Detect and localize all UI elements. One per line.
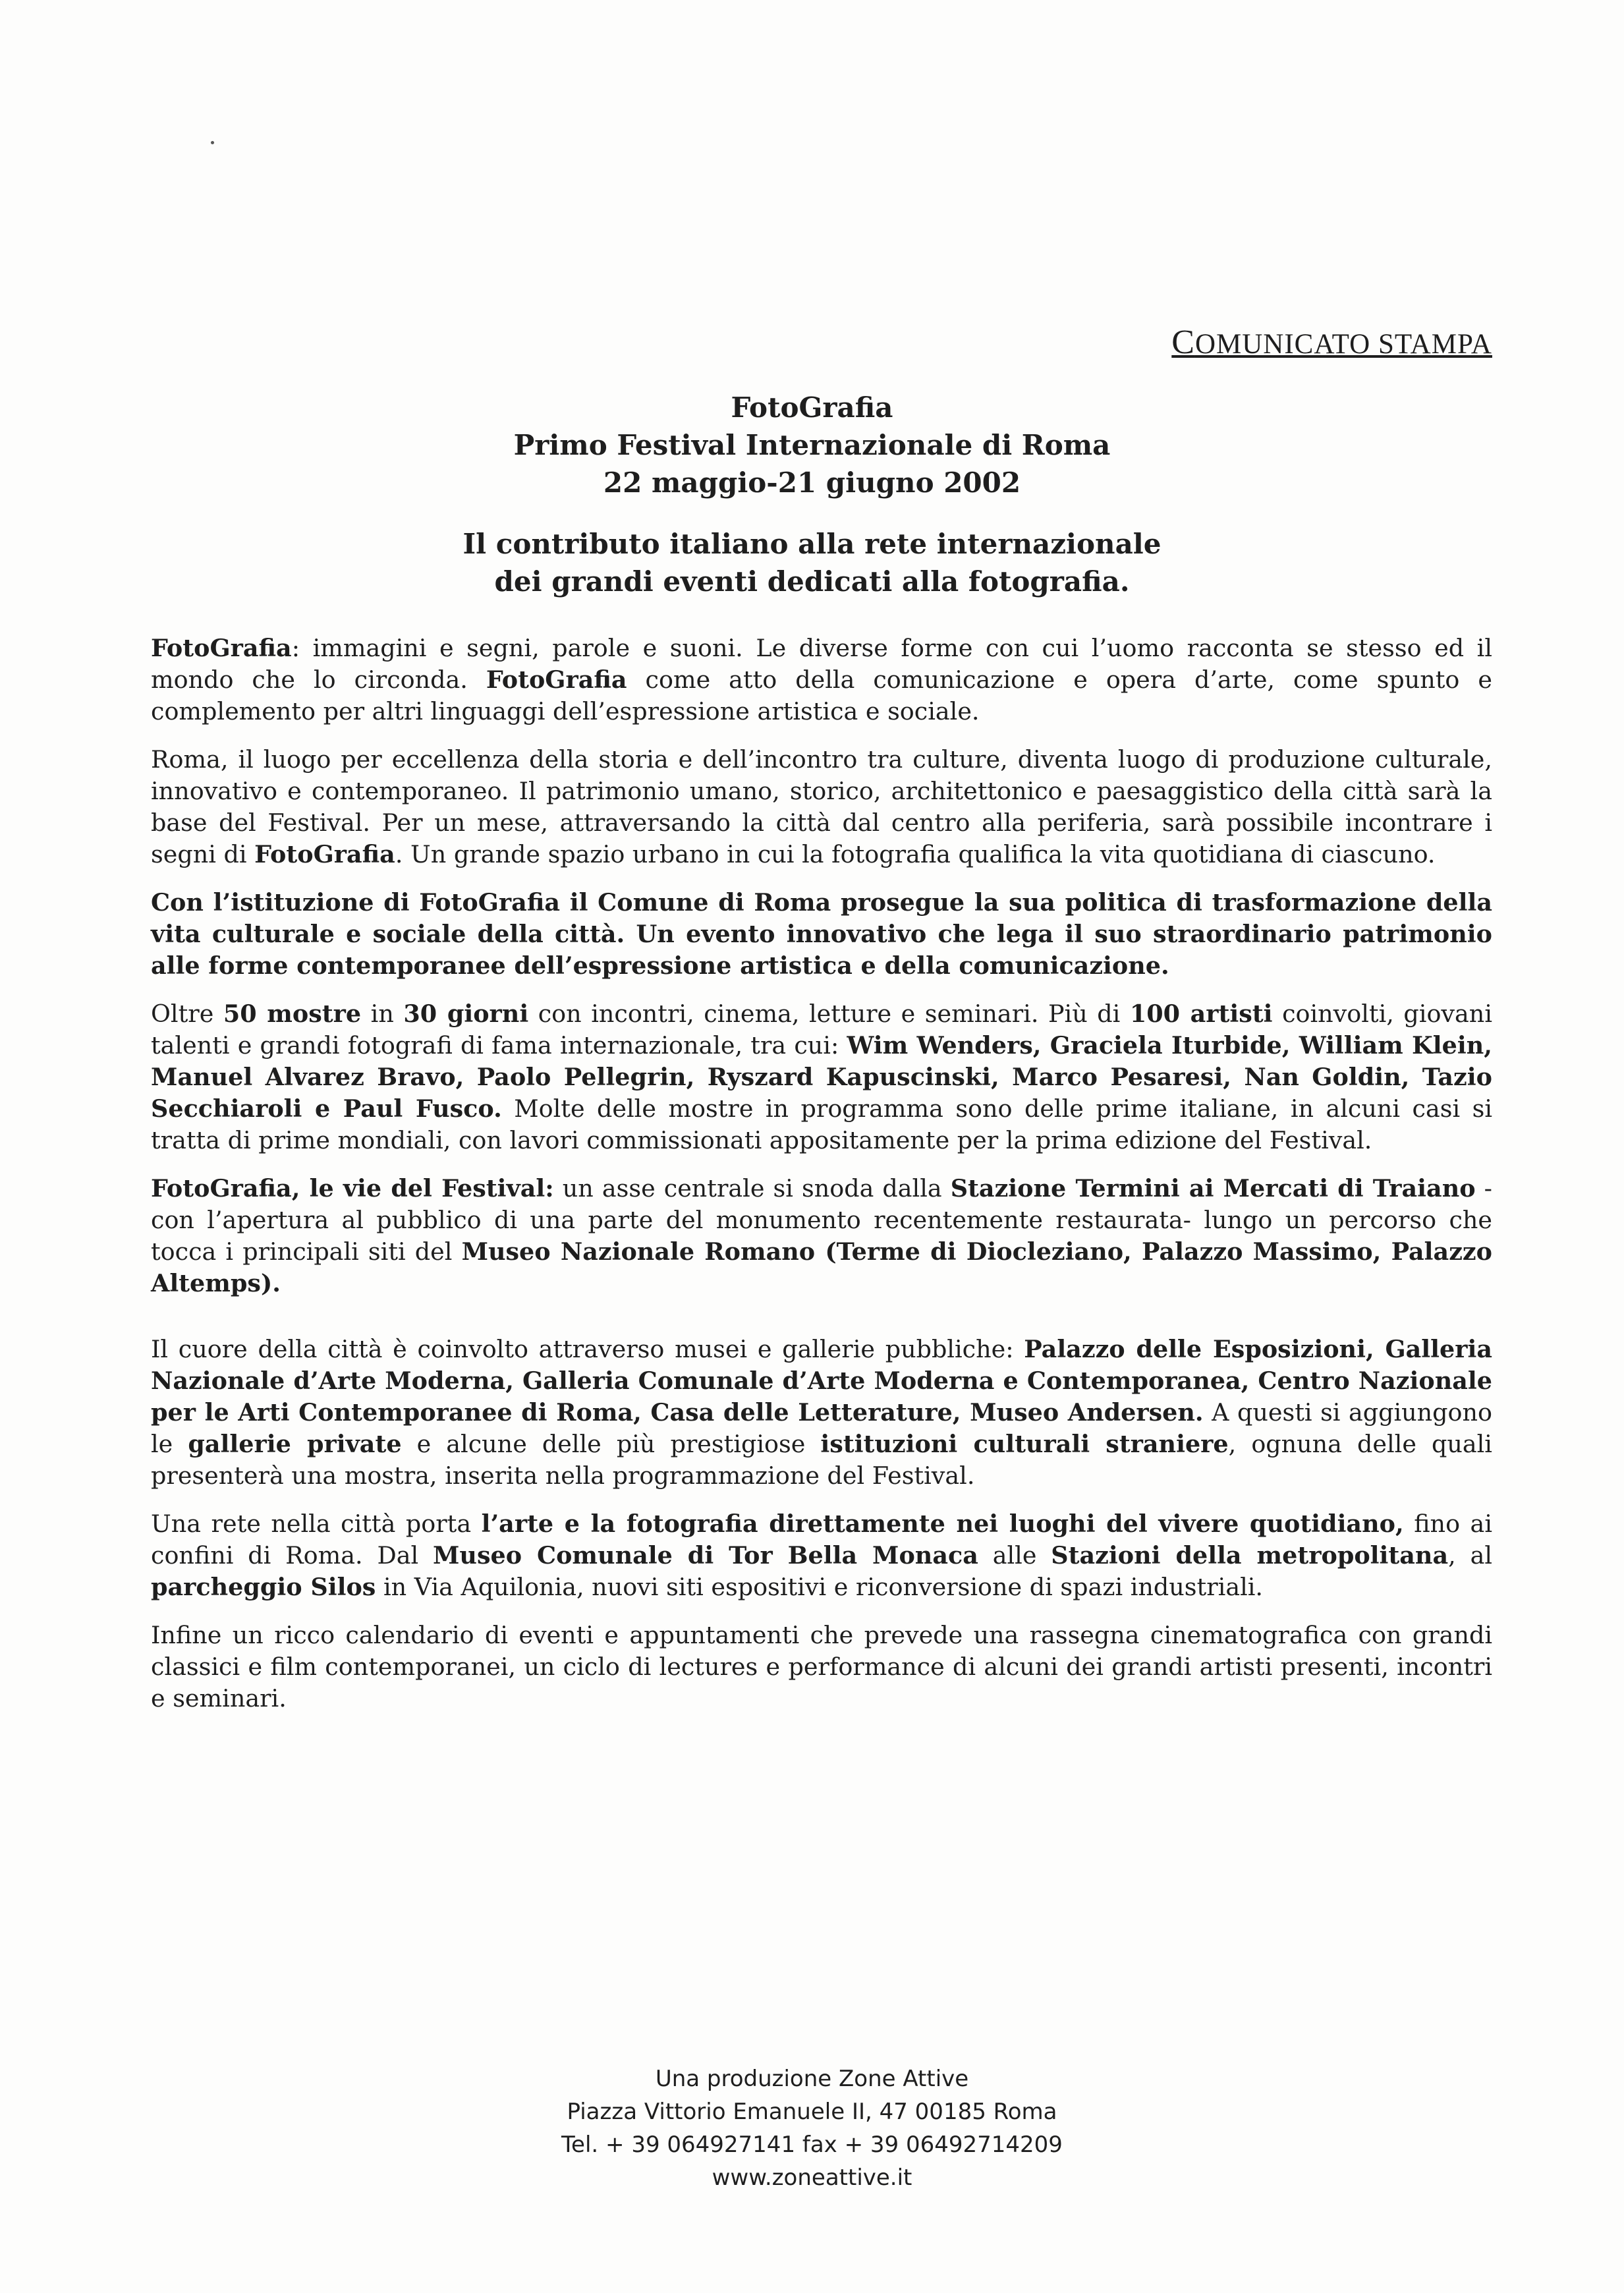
paragraph-roma: Roma, il luogo per eccellenza della storia e dell’incontro tra culture, diventa luogo di produzione culturale, innovativo e contemporaneo. Il patrimonio umano, storico, architettonico e paesaggistico della città sarà la base del Festival. Per un mese, attraversando la città dal centro alla periferia, sarà possibile incontrare i segni di FotoGrafia. Un grande spazio urbano in cui la fotografia qualifica la vita quotidiana di ciascuno.: [151, 745, 1492, 868]
body-text: [151, 633, 1492, 1731]
press-release-label: COMUNICATO STAMPA: [1171, 324, 1492, 361]
footer-contacts: [0, 2062, 1624, 2194]
paragraph-rete: Una rete nella città porta l’arte e la fotografia direttamente nei luoghi del vivere quotidiano, fino ai confini di Roma. Dal Museo Comunale di Tor Bella Monaca alle Stazioni della metropolitana, al parcheggio Silos in Via Aquilonia, nuovi siti espositivi e riconversione di spazi industriali.: [151, 1510, 1493, 1601]
festival-title: FotoGrafia: [731, 391, 893, 424]
footer-address: Piazza Vittorio Emanuele II, 47 00185 Roma: [567, 2099, 1057, 2125]
header-spacer: [0, 501, 1624, 525]
footer-producer: Una produzione Zone Attive: [655, 2066, 969, 2092]
paragraph-intro: FotoGrafia: immagini e segni, parole e suoni. Le diverse forme con cui l’uomo racconta se stesso ed il mondo che lo circonda. FotoGrafia come atto della comunicazione e opera d’arte, come spunto e complemento per altri linguaggi dell’espressione artistica e sociale.: [151, 634, 1492, 725]
festival-dates: 22 maggio-21 giugno 2002: [603, 467, 1021, 499]
paragraph-calendario: Infine un ricco calendario di eventi e appuntamenti che prevede una rassegna cinematografica con grandi classici e film contemporanei, un ciclo di lectures e performance di alcuni dei grandi artisti presenti, incontri e seminari.: [151, 1621, 1492, 1713]
footer-website: www.zoneattive.it: [712, 2165, 912, 2191]
tagline-line-1: Il contributo italiano alla rete internazionale: [462, 528, 1162, 560]
paragraph-vie-festival: FotoGrafia, le vie del Festival: un asse centrale si snoda dalla Stazione Termini ai Mercati di Traiano -con l’apertura al pubblico di una parte del monumento recentemente restaurata- lungo un percorso che tocca i principali siti del Museo Nazionale Romano (Terme di Diocleziano, Palazzo Massimo, Palazzo Altemps).: [151, 1174, 1492, 1297]
tagline-line-2: dei grandi eventi dedicati alla fotografia.: [494, 565, 1130, 598]
paragraph-musei: Il cuore della città è coinvolto attraverso musei e gallerie pubbliche: Palazzo delle Esposizioni, Galleria Nazionale d’Arte Moderna, Galleria Comunale d’Arte Moderna e Contemporanea, Centro Nazionale per le Arti Contemporanee di Roma, Casa delle Letterature, Museo Andersen. A questi si aggiungono le gallerie private e alcune delle più prestigiose istituzioni culturali straniere, ognuna delle quali presenterà una mostra, inserita nella programmazione del Festival.: [151, 1335, 1492, 1490]
festival-subtitle: Primo Festival Internazionale di Roma: [513, 429, 1111, 461]
paragraph-comune: Con l’istituzione di FotoGrafia il Comune di Roma prosegue la sua politica di trasformazione della vita culturale e sociale della città. Un evento innovativo che lega il suo straordinario patrimonio alle forme contemporanee dell’espressione artistica e della comunicazione.: [151, 888, 1492, 980]
document-header: [0, 389, 1624, 600]
paragraph-mostre: Oltre 50 mostre in 30 giorni con incontri, cinema, letture e seminari. Più di 100 artisti coinvolti, giovani talenti e grandi fotografi di fama internazionale, tra cui: Wim Wenders, Graciela Iturbide, William Klein, Manuel Alvarez Bravo, Paolo Pellegrin, Ryszard Kapuscinski, Marco Pesaresi, Nan Goldin, Tazio Secchiaroli e Paul Fusco. Molte delle mostre in programma sono delle prime italiane, in alcuni casi si tratta di prime mondiali, con lavori commissionati appositamente per la prima edizione del Festival.: [151, 1000, 1492, 1154]
footer-phone-fax: Tel. + 39 064927141 fax + 39 06492714209: [561, 2132, 1063, 2158]
scan-speck: [211, 141, 214, 144]
